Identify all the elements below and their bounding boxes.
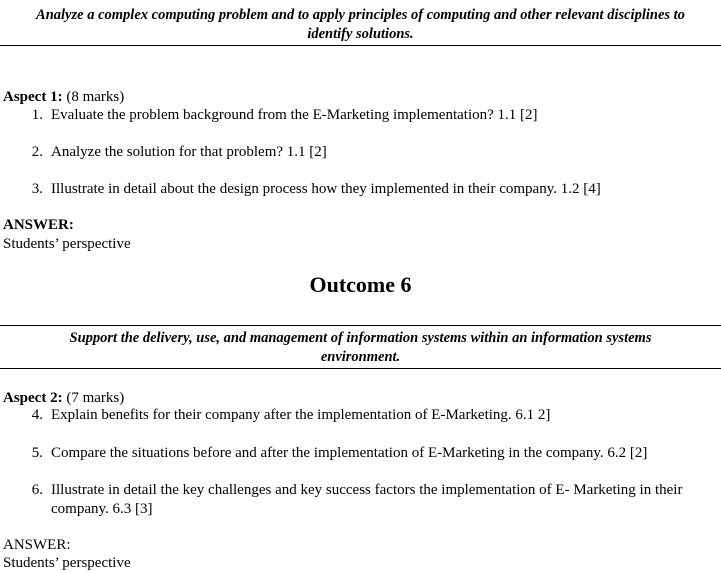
outcome-1-statement-line1: Analyze a complex computing problem and to apply principles of computing and other relevant disciplines to [36, 7, 685, 23]
list-item-number: 5. [31, 445, 43, 461]
aspect-2-marks: (7 marks) [62, 390, 125, 406]
aspect-1-heading [3, 88, 124, 106]
list-item-number: 1. [31, 107, 43, 123]
outcome-1-rule [0, 45, 721, 46]
list-item-number: 2. [31, 144, 43, 160]
outcome-6-top-rule [0, 325, 721, 326]
aspect-1-answer-text: Students’ perspective [3, 236, 131, 252]
aspect-1-label: Aspect 1: [3, 89, 63, 105]
list-item-text: Illustrate in detail about the design process how they implemented in their company. 1.2 [4] [51, 181, 601, 197]
list-item-number: 4. [31, 407, 43, 423]
outcome-1-statement [0, 6, 721, 44]
list-item-text: Analyze the solution for that problem? 1.1 [2] [51, 144, 327, 160]
list-item-text: Explain benefits for their company after the implementation of E-Marketing. 6.1 2] [51, 407, 551, 423]
list-item-text: Evaluate the problem background from the E-Marketing implementation? 1.1 [2] [51, 107, 538, 123]
list-item-text: Compare the situations before and after the implementation of E-Marketing in the company. 6.2 [2] [51, 445, 648, 461]
outcome-6-statement-line2: environment. [320, 349, 401, 365]
outcome-1-statement-line2: identify solutions. [307, 26, 414, 42]
list-item-number: 3. [31, 181, 43, 197]
outcome-6-heading: Outcome 6 [309, 272, 412, 297]
aspect-2-answer-text: Students’ perspective [3, 555, 131, 571]
outcome-6-statement [0, 329, 721, 367]
list-item-text: Illustrate in detail the key challenges and key success factors the implementation of E- Marketing in their company. 6.3 [3] [51, 482, 683, 517]
aspect-2-heading [3, 389, 124, 407]
aspect-2-answer-label: ANSWER: [3, 537, 71, 553]
aspect-2-label: Aspect 2: [3, 390, 63, 406]
aspect-1-answer-label: ANSWER: [3, 217, 74, 233]
outcome-6-statement-line1: Support the delivery, use, and management of information systems within an information systems [69, 330, 652, 346]
list-item-number: 6. [31, 482, 43, 498]
outcome-6-bottom-rule [0, 368, 721, 369]
aspect-1-marks: (8 marks) [62, 89, 125, 105]
